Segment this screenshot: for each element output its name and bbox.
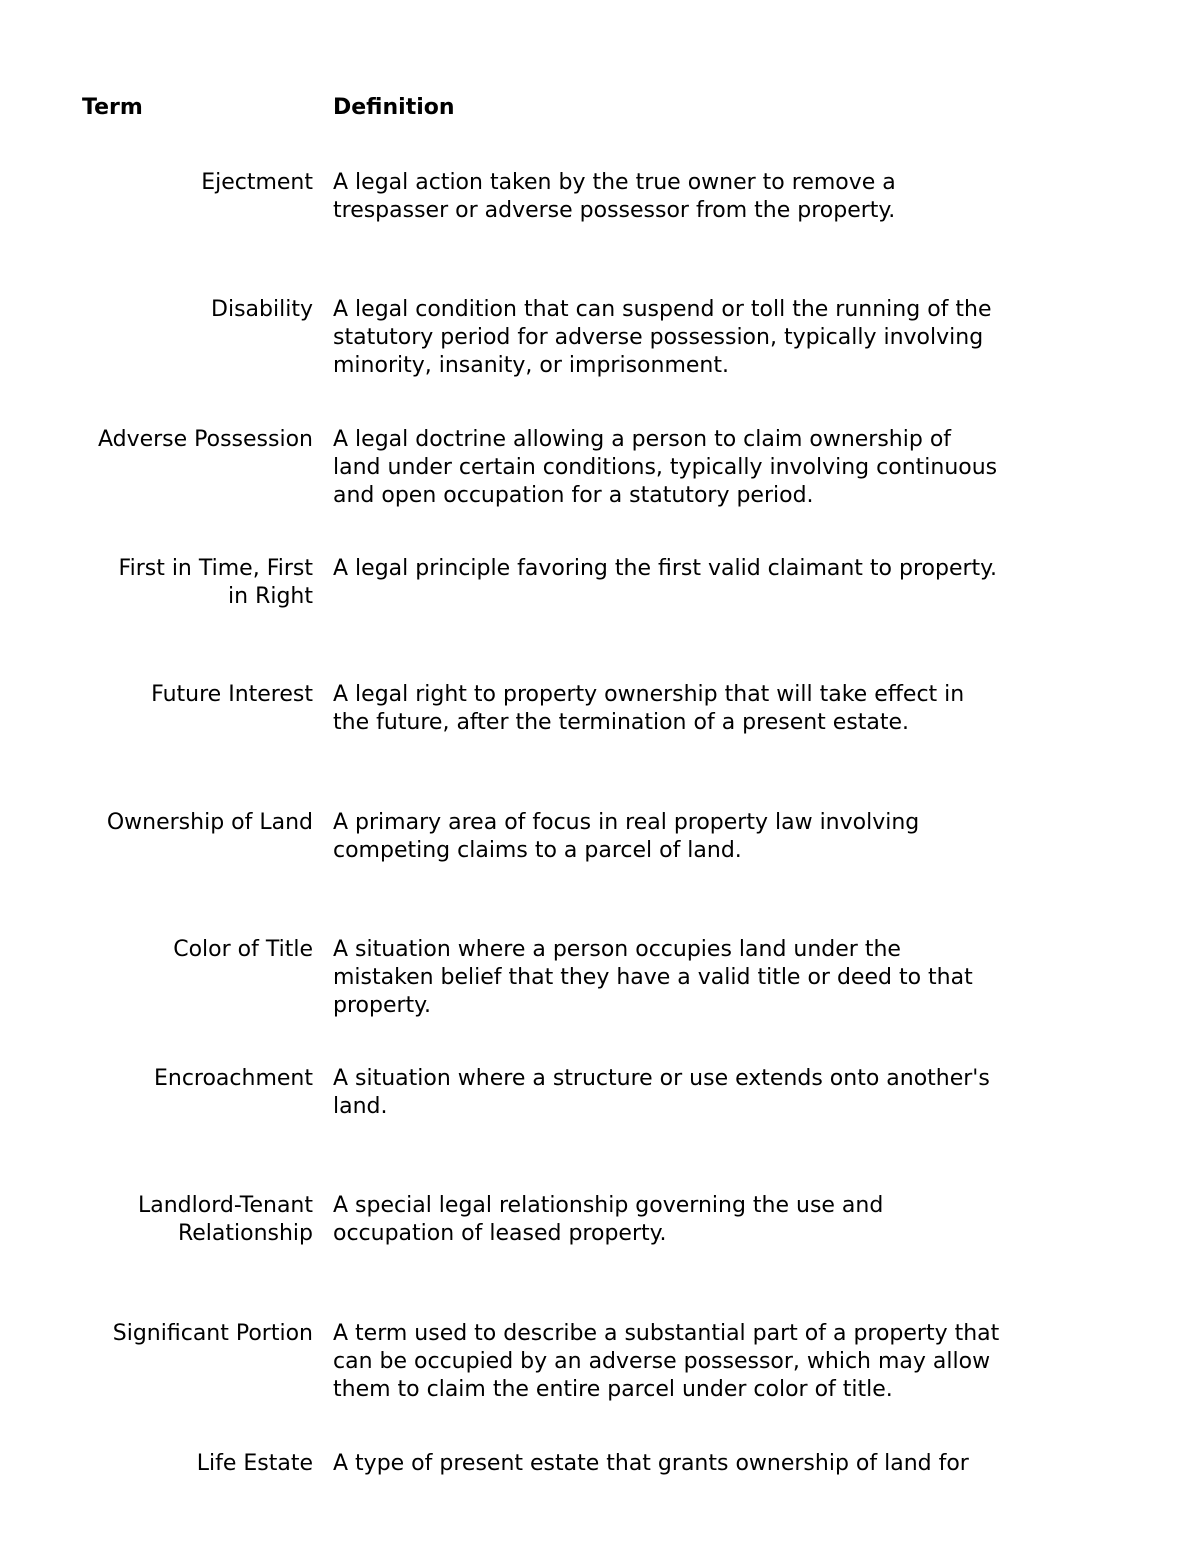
term-cell [60,426,313,454]
definition-text: land. [333,1094,388,1119]
definition-text: minority, insanity, or imprisonment. [333,353,729,378]
definition-cell [333,1450,1063,1478]
definition-text: and open occupation for a statutory period. [333,483,814,508]
term-text: Disability [211,297,313,322]
term-text: in Right [228,584,313,609]
definition-cell [333,1192,1063,1248]
definition-text: occupation of leased property. [333,1221,667,1246]
definition-text: A legal doctrine allowing a person to claim ownership of [333,427,952,452]
definition-text: mistaken belief that they have a valid title or deed to that [333,965,973,990]
term-cell [60,555,313,611]
term-cell [60,1192,313,1248]
definition-column-header: Definition [333,95,455,120]
term-cell [60,809,313,837]
term-text: Ownership of Land [106,810,313,835]
definition-text: A legal principle favoring the first valid claimant to property. [333,556,998,581]
term-cell [60,169,313,197]
definition-text: competing claims to a parcel of land. [333,838,742,863]
definition-cell [333,169,1063,225]
term-text: Significant Portion [112,1321,313,1346]
definition-cell [333,426,1063,510]
definition-cell [333,681,1063,737]
definition-text: A legal action taken by the true owner to remove a [333,170,896,195]
definition-cell [333,1320,1063,1404]
term-text: Adverse Possession [97,427,313,452]
term-text: Future Interest [151,682,313,707]
definition-text: A special legal relationship governing the use and [333,1193,884,1218]
definition-cell [333,555,1063,583]
term-text: First in Time, First [118,556,313,581]
term-text: Landlord-Tenant [138,1193,313,1218]
definition-cell [333,296,1063,380]
definition-text: A situation where a structure or use extends onto another's [333,1066,990,1091]
definition-text: can be occupied by an adverse possessor, which may allow [333,1349,991,1374]
definition-text: A legal condition that can suspend or toll the running of the [333,297,992,322]
definition-text: A type of present estate that grants ownership of land for [333,1451,969,1476]
term-cell [60,1450,313,1478]
definition-text: statutory period for adverse possession, typically involving [333,325,984,350]
term-cell [60,936,313,964]
term-cell [60,1065,313,1093]
definition-cell [333,1065,1063,1121]
term-text: Ejectment [201,170,313,195]
definition-cell [333,809,1063,865]
term-text: Relationship [177,1221,313,1246]
definition-text: trespasser or adverse possessor from the property. [333,198,896,223]
term-cell [60,296,313,324]
definition-text: A term used to describe a substantial part of a property that [333,1321,1000,1346]
definition-cell [333,936,1063,1020]
term-cell [60,681,313,709]
term-column-header: Term [82,95,143,120]
term-text: Encroachment [153,1066,313,1091]
definition-text: A situation where a person occupies land under the [333,937,901,962]
term-cell [60,1320,313,1348]
definition-text: property. [333,993,432,1018]
definition-text: the future, after the termination of a present estate. [333,710,910,735]
term-text: Life Estate [196,1451,313,1476]
definition-text: A primary area of focus in real property law involving [333,810,920,835]
definition-text: land under certain conditions, typically involving continuous [333,455,998,480]
term-text: Color of Title [173,937,313,962]
definition-text: A legal right to property ownership that will take effect in [333,682,965,707]
definition-text: them to claim the entire parcel under color of title. [333,1377,893,1402]
